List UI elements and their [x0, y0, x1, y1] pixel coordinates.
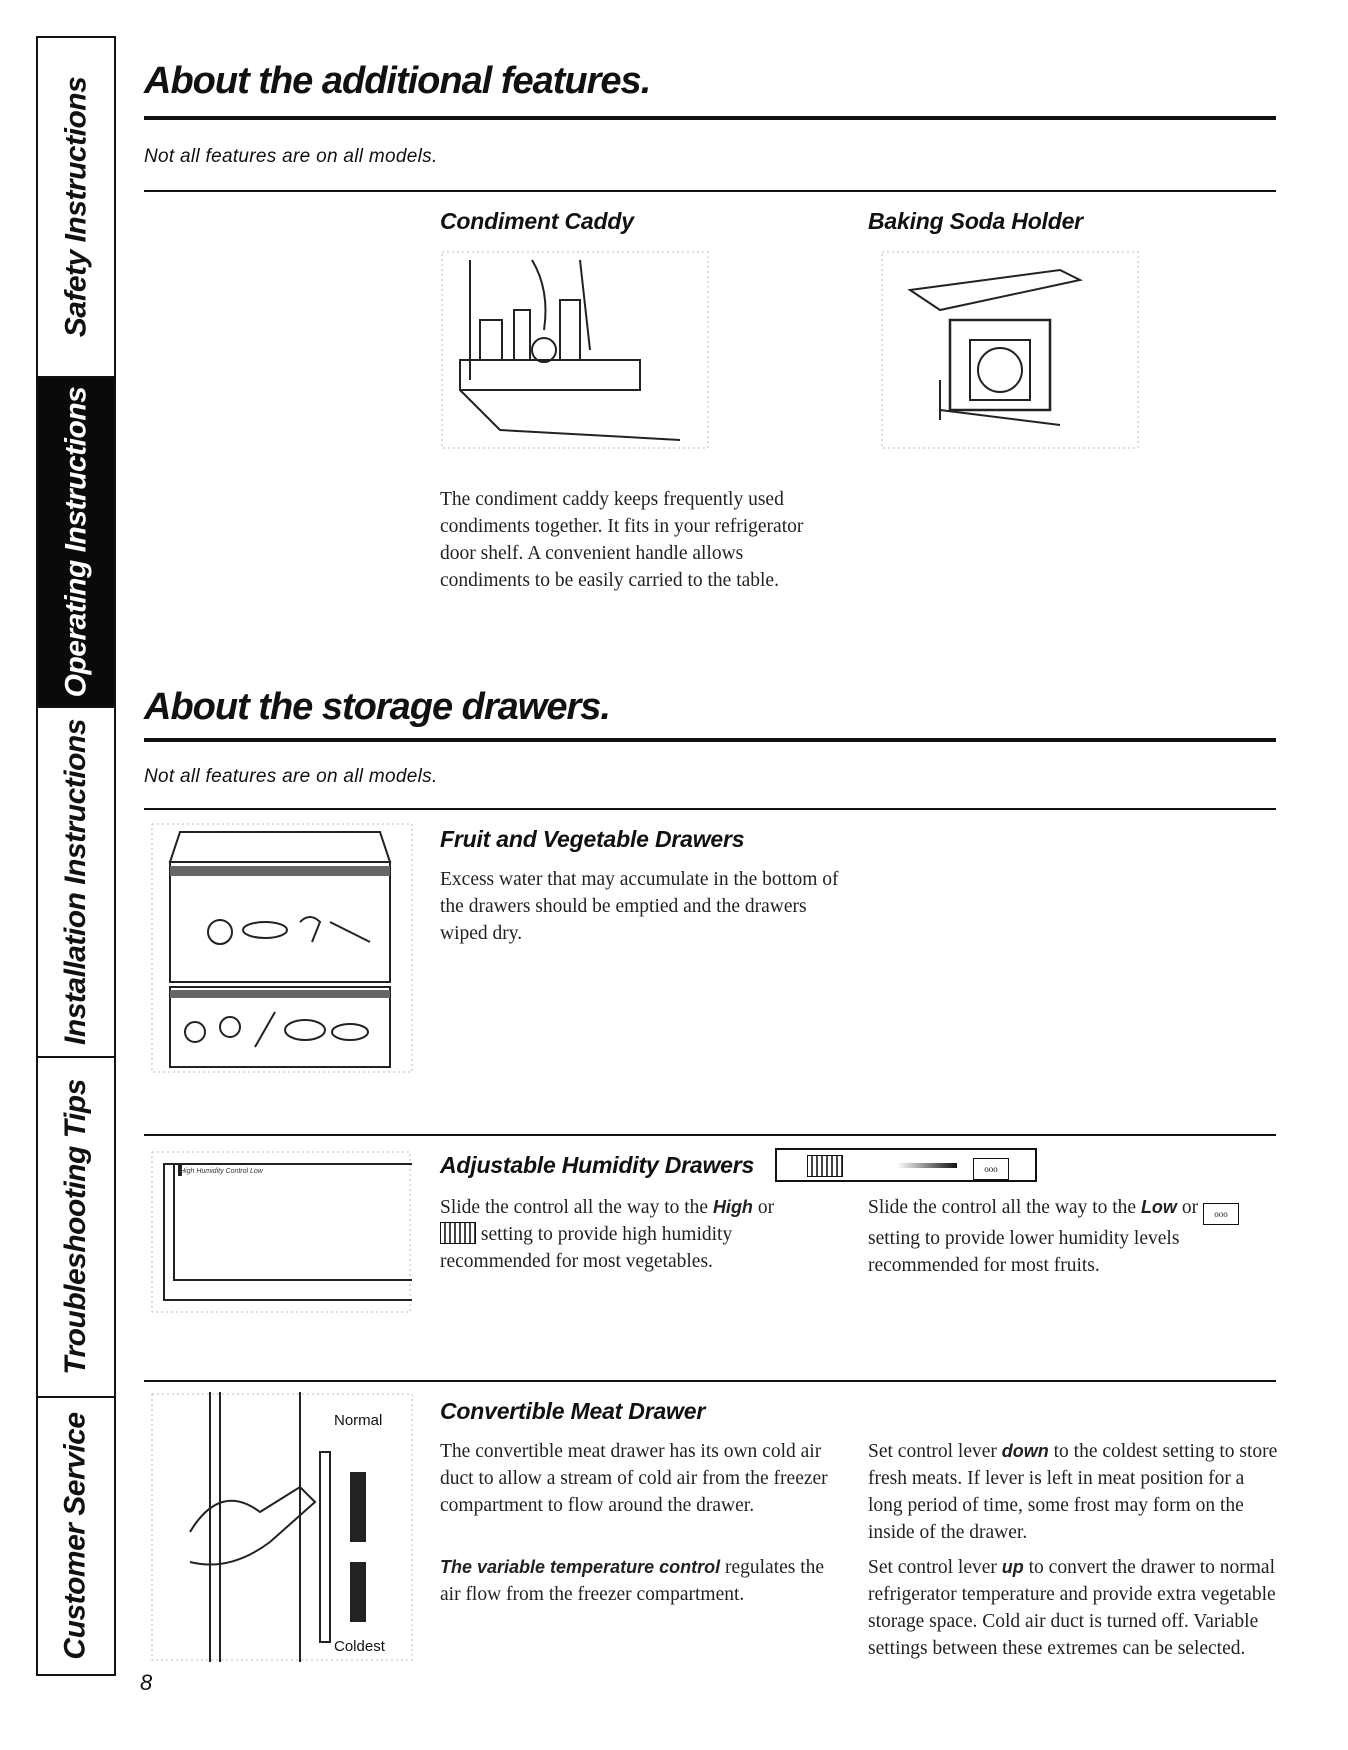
condiment-caddy-heading: Condiment Caddy: [440, 208, 634, 234]
condiment-caddy-illustration: [440, 250, 710, 450]
title-rule: [144, 116, 1276, 120]
high-setting-icon: [440, 1222, 476, 1244]
baking-soda-holder-illustration: [880, 250, 1140, 450]
coldest-label: Coldest: [334, 1638, 385, 1655]
tab-troubleshooting-tips[interactable]: Troubleshooting Tips: [38, 1058, 114, 1398]
humidity-slider-diagram: [775, 1148, 1037, 1182]
humidity-high-text: Slide the control all the way to the High or setting to provide high humidity recommended for most vegetables.: [440, 1197, 775, 1272]
condiment-caddy-text: The condiment caddy keeps frequently used condiments together. It fits in your refrigerator door shelf. A convenient handle allows condiments to be easily carried to the table.: [440, 489, 804, 591]
section-divider: [144, 808, 1276, 810]
humidity-drawers-heading: Adjustable Humidity Drawers: [440, 1152, 755, 1178]
baking-soda-holder-heading: Baking Soda Holder: [868, 208, 1083, 234]
section-divider: [144, 1134, 1276, 1136]
side-tab-column: [36, 36, 116, 1676]
low-setting-icon: ooo: [1203, 1203, 1239, 1225]
normal-label: Normal: [334, 1412, 383, 1429]
lever-down-text: Set control lever down to the coldest setting to store fresh meats. If lever is left in meat position for a long period of time, some frost may form on the inside of the drawer.: [868, 1441, 1278, 1543]
meat-drawer-control-illustration: [150, 1392, 414, 1662]
models-note: Not all features are on all models.: [144, 766, 438, 787]
tab-customer-service[interactable]: Customer Service: [59, 1412, 92, 1660]
title-rule: [144, 738, 1276, 742]
variable-temperature-text: The variable temperature control regulates the air flow from the freezer compartment.: [440, 1557, 825, 1605]
meat-drawer-description: The convertible meat drawer has its own cold air duct to allow a stream of cold air from the freezer compartment to flow around the drawer.: [440, 1441, 828, 1516]
models-note: Not all features are on all models.: [144, 146, 438, 167]
slider-arrow: [897, 1163, 957, 1168]
fruit-vegetable-drawers-illustration: [150, 822, 414, 1074]
convertible-meat-drawer-heading: Convertible Meat Drawer: [440, 1398, 706, 1424]
humidity-panel-labels: High Humidity Control Low: [180, 1168, 263, 1175]
section-divider: [144, 1380, 1276, 1382]
section-divider: [144, 190, 1276, 192]
fruit-vegetable-drawers-text: Excess water that may accumulate in the bottom of the drawers should be emptied and the drawers wiped dry.: [440, 869, 839, 944]
page-number: 8: [140, 1670, 153, 1695]
tab-safety-instructions[interactable]: Safety Instructions: [38, 38, 114, 378]
section-title-additional-features: About the additional features.: [144, 60, 651, 102]
high-setting-icon: [807, 1155, 843, 1178]
humidity-low-text: Slide the control all the way to the Low or ooo setting to provide lower humidity levels recommended for most fruits.: [868, 1194, 1278, 1279]
fruit-vegetable-drawers-heading: Fruit and Vegetable Drawers: [440, 826, 745, 852]
tab-operating-instructions[interactable]: Operating Instructions: [38, 378, 114, 708]
section-title-storage-drawers: About the storage drawers.: [144, 686, 610, 728]
tab-installation-instructions[interactable]: Installation Instructions: [38, 708, 114, 1058]
low-setting-icon: ooo: [973, 1155, 1009, 1180]
lever-up-text: Set control lever up to convert the drawer to normal refrigerator temperature and provide extra vegetable storage space. Cold air duct is turned off. Variable settings between these extremes can be selected.: [868, 1557, 1276, 1659]
